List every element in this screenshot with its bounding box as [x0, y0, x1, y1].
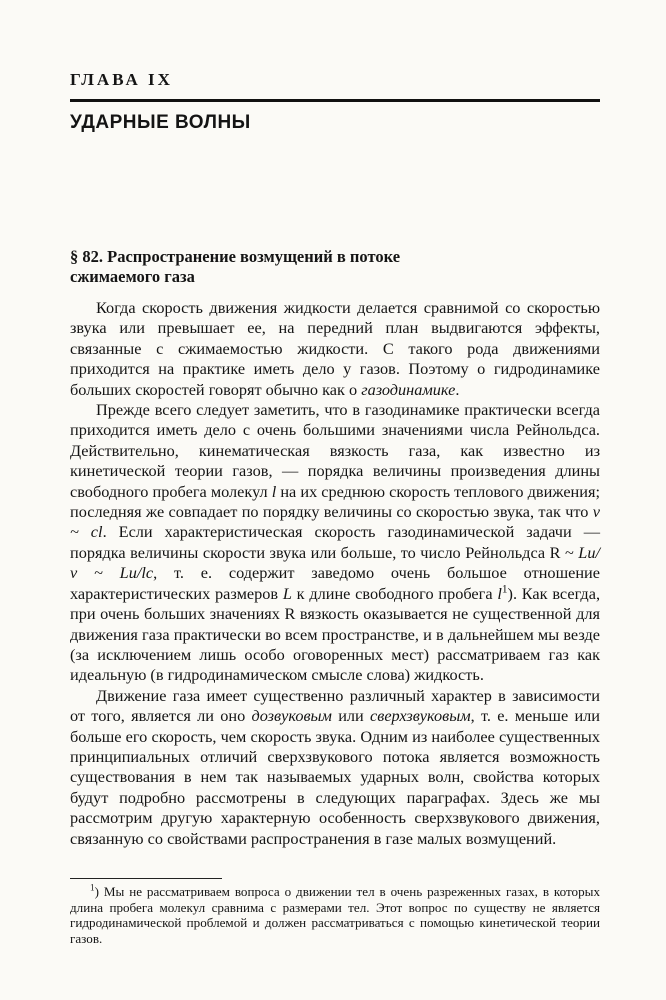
footnote-text: ) Мы не рассматриваем вопроса о движении тел в очень разреженных газах, в которых длина пробега молекул сравнима с размерами тел. Этот вопрос по существу не является гидродинамической проблемой и должен рассматриваться с помощью кинетической теории газов.: [70, 884, 600, 946]
math-symbol: L: [282, 583, 292, 603]
chapter-divider: [70, 99, 600, 102]
italic-term: газодинамике: [361, 379, 456, 399]
math-symbol: l: [271, 481, 277, 501]
footnote: [70, 884, 600, 946]
paragraph-2: [70, 400, 600, 686]
text-run: , т. е. содержит заведомо очень большое отношение характеристических размеров: [70, 563, 600, 603]
text-run: Когда скорость движения жидкости делается сравнимой со скоростью звука или превышает ее, на передний план выдвигаются эффекты, связанные с сжимаемостью жидкости. С такого рода движениями приходится на практике иметь дело у газов. Поэтому о гидродинамике больших скоростей говорят обычно как о: [70, 298, 600, 399]
section-title: § 82. Распространение возмущений в потоке сжимаемого газа: [70, 247, 401, 286]
text-run: Движение газа имеет существенно различный характер в зависимости от того, является ли оно: [70, 685, 600, 726]
italic-term: сверхзвуковым: [370, 706, 471, 726]
footnote-divider: [70, 878, 222, 879]
text-run: Прежде всего следует заметить, что в газодинамике практически всегда приходится иметь дело с очень большими значениями числа Рейнольдса. Действительно, кинематическая вязкость газа, как известно из кинетической теории газов, — порядка величины произведения длины свободного пробега молекул: [70, 400, 600, 501]
text-run: на их среднюю скорость теплового движения; последняя же совпадает по порядку величины со скоростью звука, так что: [70, 481, 600, 522]
math-formula: Lu/ν ~ Lu/lc: [70, 542, 600, 583]
text-run: или: [331, 706, 371, 726]
chapter-title: УДАРНЫЕ ВОЛНЫ: [70, 112, 251, 133]
footnote-marker: 1: [501, 583, 508, 596]
footnote-number: 1: [90, 882, 95, 893]
math-symbol: l: [497, 583, 502, 603]
text-run: . Если характеристическая скорость газодинамической задачи — порядка величины скорости звука или больше, то число Рейнольдса R ~: [70, 522, 600, 562]
text-run: к длине свободного пробега: [291, 583, 498, 603]
paragraph-3: [70, 686, 600, 849]
math-formula: ν ~ cl: [70, 502, 600, 542]
text-run: ). Как всегда, при очень больших значениях R вязкость оказывается не существенной для движения газа практически во всем пространстве, и в дальнейшем мы везде (за исключением лишь особо оговоренных мест) рассматриваем газ как идеальную (в гидродинамическом смысле слова) жидкость.: [70, 583, 601, 685]
italic-term: дозвуковым: [251, 706, 332, 726]
chapter-label: ГЛАВА IX: [70, 70, 173, 89]
text-run: .: [455, 379, 460, 399]
paragraph-1: [70, 298, 600, 400]
body-text: [70, 298, 600, 849]
text-run: , т. е. меньше или больше его скорость, чем скорость звука. Одним из наиболее существенных принципиальных отличий сверхзвукового потока является возможность существования в нем так называемых ударных волн, свойства которых будут подробно рассмотрены в следующих параграфах. Здесь же мы рассмотрим другую характерную особенность сверхзвукового движения, связанную со свойствами распространения в газе малых возмущений.: [70, 706, 600, 848]
